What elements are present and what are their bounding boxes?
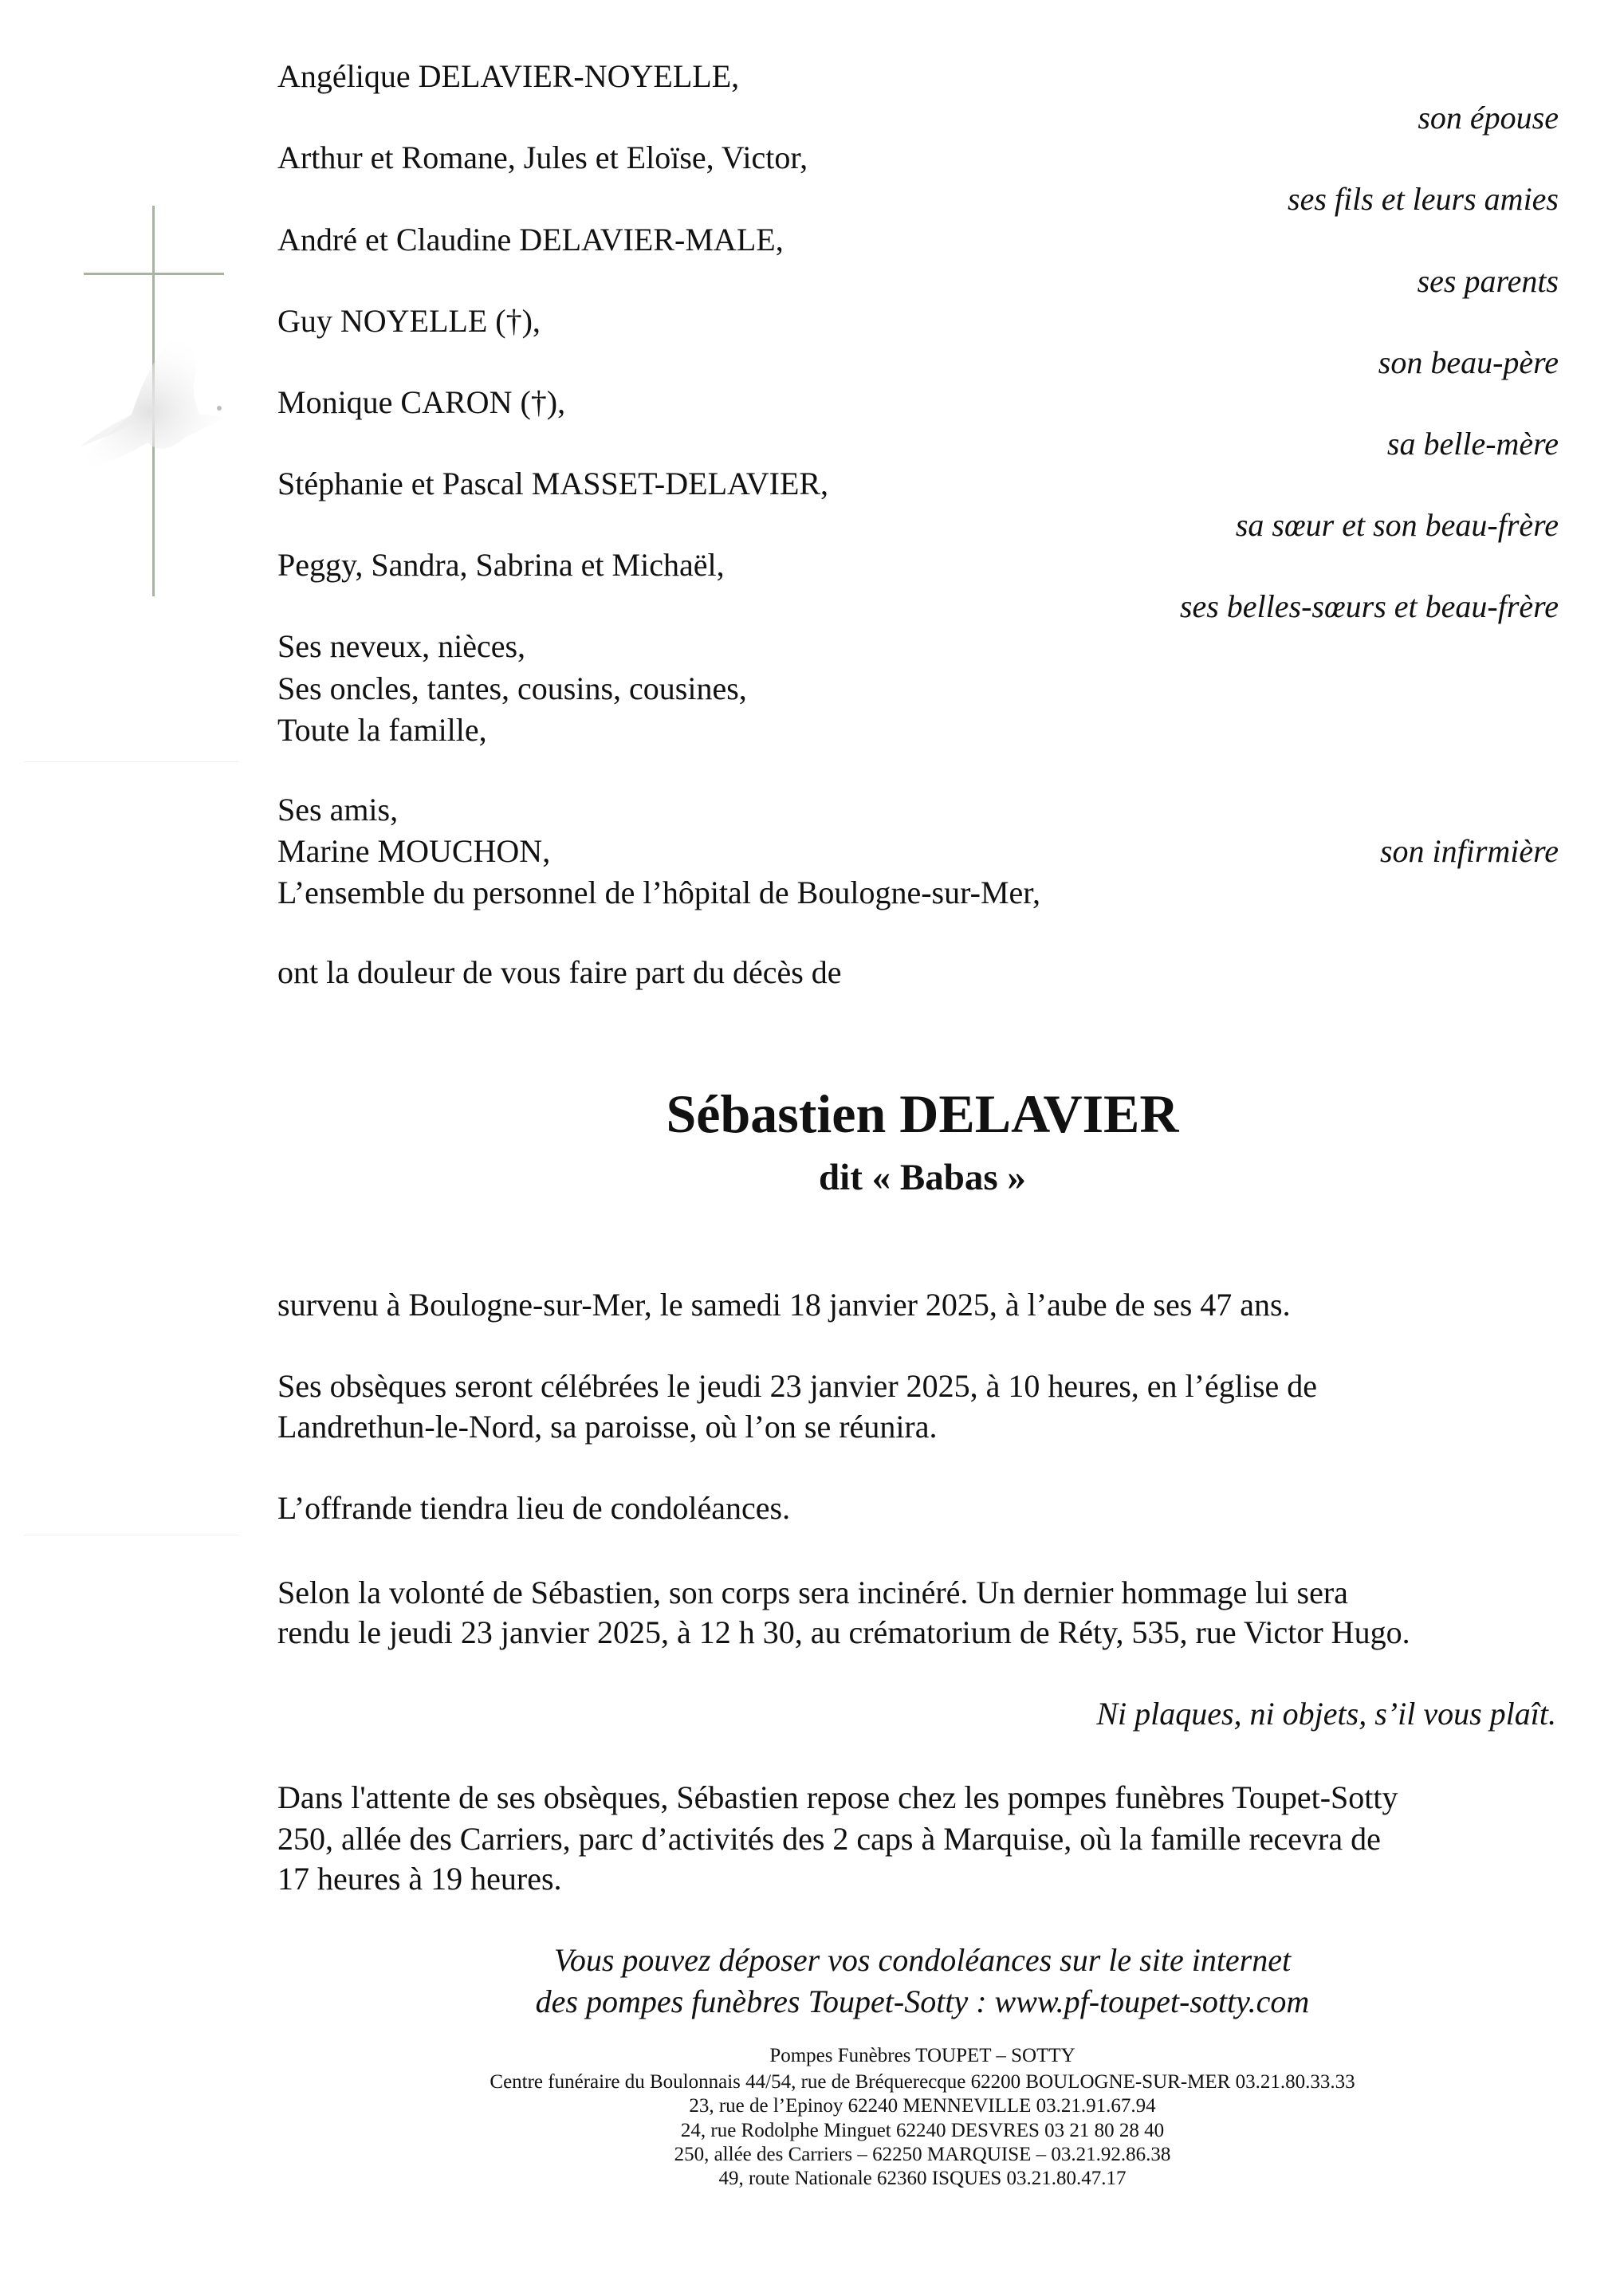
intro-text: ont la douleur de vous faire part du décès de [277,954,842,990]
extended-family-line: Ses oncles, tantes, cousins, cousines, [277,670,747,706]
offering-note: L’offrande tiendra lieu de condoléances. [277,1490,791,1526]
family-member-relation: son épouse [1418,100,1559,136]
cremation-details: Selon la volonté de Sébastien, son corps sera incinéré. Un dernier hommage lui sera [277,1575,1348,1610]
family-member-relation: ses belles-sœurs et beau-frère [1179,588,1559,624]
extended-family-line: Ses neveux, nièces, [277,628,526,664]
family-member-relation: ses fils et leurs amies [1288,181,1559,217]
family-member-name: Peggy, Sandra, Sabrina et Michaël, [277,547,725,583]
no-plaques-note: Ni plaques, ni objets, s’il vous plaît. [1096,1696,1556,1732]
family-member-name: Angélique DELAVIER-NOYELLE, [277,58,740,94]
family-member-name: Monique CARON (†), [277,384,566,420]
family-member-relation: ses parents [1417,263,1559,299]
cross-horizontal-bar [84,273,224,275]
condolences-line: Vous pouvez déposer vos condoléances sur le site internet [553,1942,1292,1978]
death-details: survenu à Boulogne-sur-Mer, le samedi 18 janvier 2025, à l’aube de ses 47 ans. [277,1287,1291,1323]
condolences-line: des pompes funèbres Toupet-Sotty : www.pf-toupet-sotty.com [535,1983,1310,2019]
family-member-name: Guy NOYELLE (†), [277,303,541,339]
friends-line: L’ensemble du personnel de l’hôpital de Boulogne-sur-Mer, [277,875,1040,910]
funeral-home-address: 24, rue Rodolphe Minguet 62240 DESVRES 03 21 80 28 40 [680,2120,1165,2141]
deceased-name: Sébastien DELAVIER [666,1083,1179,1144]
funeral-details: Landrethun-le-Nord, sa paroisse, où l’on se réunira. [277,1409,938,1445]
scan-artifact-line [24,761,239,762]
rest-details: Dans l'attente de ses obsèques, Sébastien repose chez les pompes funèbres Toupet-Sotty [277,1779,1398,1815]
deceased-nickname: dit « Babas » [819,1157,1026,1198]
funeral-home-address: Centre funéraire du Boulonnais 44/54, rue de Bréquerecque 62200 BOULOGNE-SUR-MER 03.21.80.33.33 [490,2071,1355,2093]
friends-line: Ses amis, [277,792,399,828]
extended-family-line: Toute la famille, [277,712,487,748]
family-member-relation: son beau-père [1378,344,1559,380]
rest-details: 17 heures à 19 heures. [277,1861,562,1897]
family-member-name: Arthur et Romane, Jules et Eloïse, Victor, [277,140,808,175]
cremation-details: rendu le jeudi 23 janvier 2025, à 12 h 30, au crématorium de Réty, 535, rue Victor Hugo. [277,1614,1410,1650]
friend-relation: son infirmière [1379,833,1559,869]
friends-line: Marine MOUCHON, [277,833,551,869]
funeral-home-address: 250, allée des Carriers – 62250 MARQUISE – 03.21.92.86.38 [674,2144,1171,2165]
dove-icon [56,303,247,502]
funeral-home-name: Pompes Funèbres TOUPET – SOTTY [769,2045,1075,2066]
rest-details: 250, allée des Carriers, parc d’activités des 2 caps à Marquise, où la famille recevra de [277,1821,1381,1857]
family-member-name: Stéphanie et Pascal MASSET-DELAVIER, [277,466,829,501]
funeral-home-address: 49, route Nationale 62360 ISQUES 03.21.80.47.17 [718,2168,1127,2189]
funeral-home-address: 23, rue de l’Epinoy 62240 MENNEVILLE 03.21.91.67.94 [689,2095,1156,2117]
family-member-name: André et Claudine DELAVIER-MALE, [277,222,784,258]
family-member-relation: sa sœur et son beau-frère [1235,507,1559,543]
family-member-relation: sa belle-mère [1386,426,1559,462]
funeral-details: Ses obsèques seront célébrées le jeudi 23 janvier 2025, à 10 heures, en l’église de [277,1368,1318,1404]
